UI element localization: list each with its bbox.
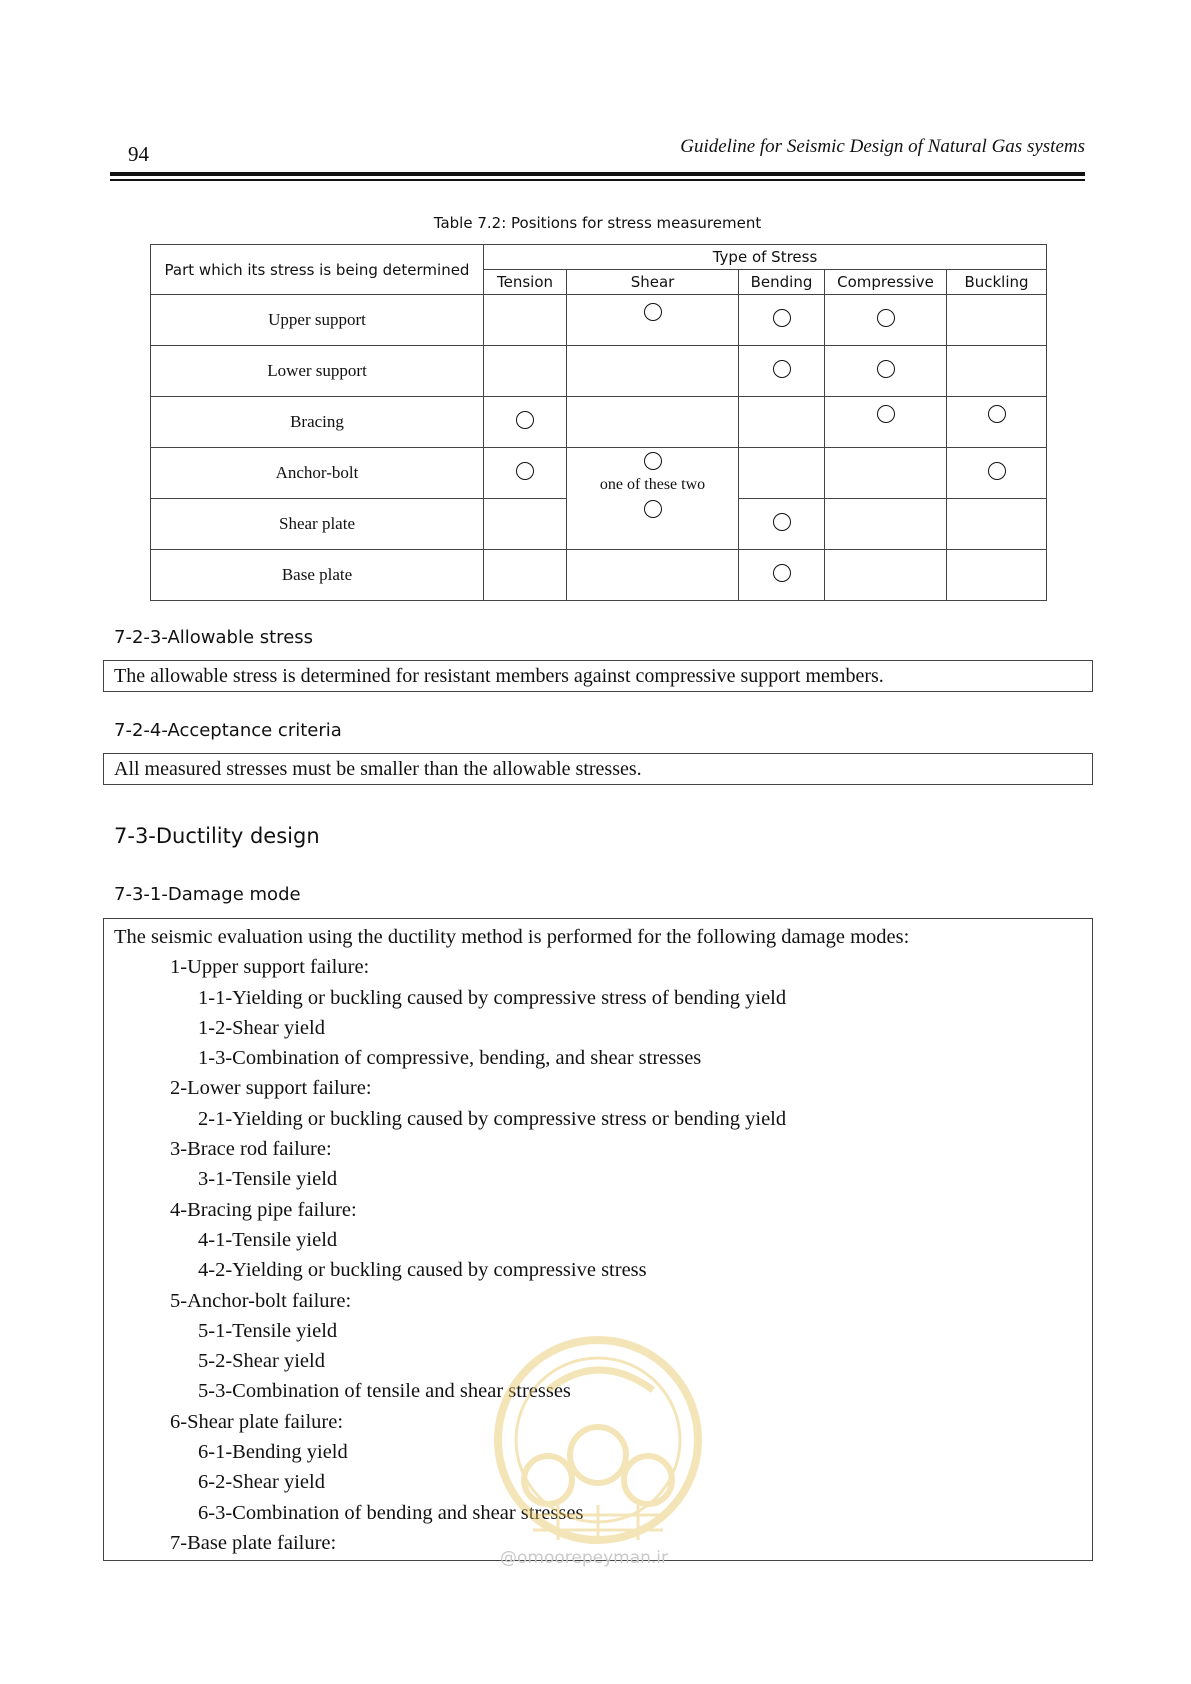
damage-mode-item: 2-Lower support failure: — [170, 1077, 372, 1100]
watermark-text: @omoorepeyman.ir — [500, 1548, 669, 1568]
acceptance-criteria-heading: 7-2-4-Acceptance criteria — [114, 720, 342, 741]
circle-mark-icon — [988, 405, 1006, 423]
cell-compressive — [825, 448, 947, 499]
table-row — [151, 550, 1047, 601]
cell-compressive — [825, 295, 947, 346]
circle-mark-icon — [877, 309, 895, 327]
damage-mode-subitem: 2-1-Yielding or buckling caused by compressive stress or bending yield — [198, 1107, 787, 1130]
cell-shear-merged — [567, 448, 739, 550]
column-header-shear: Shear — [567, 270, 739, 295]
cell-tension — [484, 295, 567, 346]
ductility-design-heading: 7-3-Ductility design — [114, 824, 320, 848]
watermark-seal-icon — [488, 1330, 708, 1570]
cell-bending — [739, 346, 825, 397]
cell-bending — [739, 550, 825, 601]
cell-shear — [567, 550, 739, 601]
row-label: Anchor-bolt — [151, 448, 484, 499]
damage-mode-heading: 7-3-1-Damage mode — [114, 884, 301, 905]
stress-type-header: Type of Stress — [484, 245, 1047, 270]
circle-mark-icon — [877, 360, 895, 378]
cell-buckling — [947, 346, 1047, 397]
running-header: Guideline for Seismic Design of Natural Gas systems — [680, 136, 1085, 157]
damage-mode-subitem: 5-2-Shear yield — [198, 1350, 325, 1373]
column-header-tension: Tension — [484, 270, 567, 295]
row-label: Lower support — [151, 346, 484, 397]
damage-mode-subitem: 6-1-Bending yield — [198, 1441, 348, 1464]
circle-mark-icon — [773, 309, 791, 327]
circle-mark-icon — [644, 452, 662, 470]
cell-tension — [484, 550, 567, 601]
column-header-bending: Bending — [739, 270, 825, 295]
damage-mode-item: 6-Shear plate failure: — [170, 1410, 344, 1433]
cell-shear — [567, 295, 739, 346]
damage-mode-subitem: 1-1-Yielding or buckling caused by compressive stress of bending yield — [198, 986, 787, 1009]
shear-note: one of these two — [599, 476, 706, 493]
cell-bending — [739, 295, 825, 346]
circle-mark-icon — [877, 405, 895, 423]
acceptance-criteria-box: All measured stresses must be smaller than the allowable stresses. — [103, 753, 1093, 785]
damage-mode-subitem: 4-1-Tensile yield — [198, 1228, 338, 1251]
damage-mode-subitem: 3-1-Tensile yield — [198, 1168, 338, 1191]
cell-buckling — [947, 397, 1047, 448]
cell-buckling — [947, 448, 1047, 499]
table-row — [151, 397, 1047, 448]
damage-mode-item: 7-Base plate failure: — [170, 1531, 337, 1554]
cell-shear — [567, 397, 739, 448]
damage-mode-item: 5-Anchor-bolt failure: — [170, 1289, 352, 1312]
cell-tension — [484, 448, 567, 499]
circle-mark-icon — [516, 411, 534, 429]
damage-intro: The seismic evaluation using the ductility method is performed for the following damage modes: — [114, 926, 910, 948]
damage-mode-item: 3-Brace rod failure: — [170, 1138, 332, 1161]
damage-mode-item: 1-Upper support failure: — [170, 956, 370, 979]
damage-mode-subitem: 6-3-Combination of bending and shear stresses — [198, 1501, 584, 1524]
circle-mark-icon — [988, 462, 1006, 480]
cell-compressive — [825, 499, 947, 550]
cell-buckling — [947, 550, 1047, 601]
cell-bending — [739, 499, 825, 550]
cell-bending — [739, 448, 825, 499]
circle-mark-icon — [644, 500, 662, 518]
damage-mode-item: 4-Bracing pipe failure: — [170, 1198, 357, 1221]
circle-mark-icon — [644, 303, 662, 321]
damage-mode-subitem: 6-2-Shear yield — [198, 1471, 325, 1494]
allowable-stress-box: The allowable stress is determined for resistant members against compressive support members. — [103, 660, 1093, 692]
page-number: 94 — [128, 142, 149, 166]
row-label: Upper support — [151, 295, 484, 346]
circle-mark-icon — [516, 462, 534, 480]
cell-tension — [484, 499, 567, 550]
damage-mode-subitem: 1-3-Combination of compressive, bending, and shear stresses — [198, 1047, 702, 1070]
damage-mode-subitem: 5-1-Tensile yield — [198, 1319, 338, 1342]
cell-buckling — [947, 499, 1047, 550]
row-label: Base plate — [151, 550, 484, 601]
circle-mark-icon — [773, 360, 791, 378]
cell-compressive — [825, 346, 947, 397]
table-row — [151, 295, 1047, 346]
part-column-header: Part which its stress is being determined — [151, 245, 484, 295]
damage-mode-subitem: 5-3-Combination of tensile and shear stresses — [198, 1380, 571, 1403]
cell-tension — [484, 346, 567, 397]
header-rule — [110, 172, 1085, 181]
table-caption: Table 7.2: Positions for stress measurement — [433, 214, 762, 232]
circle-mark-icon — [773, 564, 791, 582]
allowable-stress-heading: 7-2-3-Allowable stress — [114, 627, 314, 648]
cell-bending — [739, 397, 825, 448]
cell-tension — [484, 397, 567, 448]
cell-compressive — [825, 397, 947, 448]
table-row — [151, 346, 1047, 397]
column-header-buckling: Buckling — [947, 270, 1047, 295]
circle-mark-icon — [773, 513, 791, 531]
table-row — [151, 448, 1047, 499]
stress-measurement-table — [150, 244, 1047, 601]
cell-shear — [567, 346, 739, 397]
cell-buckling — [947, 295, 1047, 346]
column-header-compressive: Compressive — [825, 270, 947, 295]
row-label: Shear plate — [151, 499, 484, 550]
row-label: Bracing — [151, 397, 484, 448]
cell-compressive — [825, 550, 947, 601]
damage-mode-subitem: 4-2-Yielding or buckling caused by compressive stress — [198, 1259, 647, 1282]
damage-mode-subitem: 1-2-Shear yield — [198, 1016, 325, 1039]
